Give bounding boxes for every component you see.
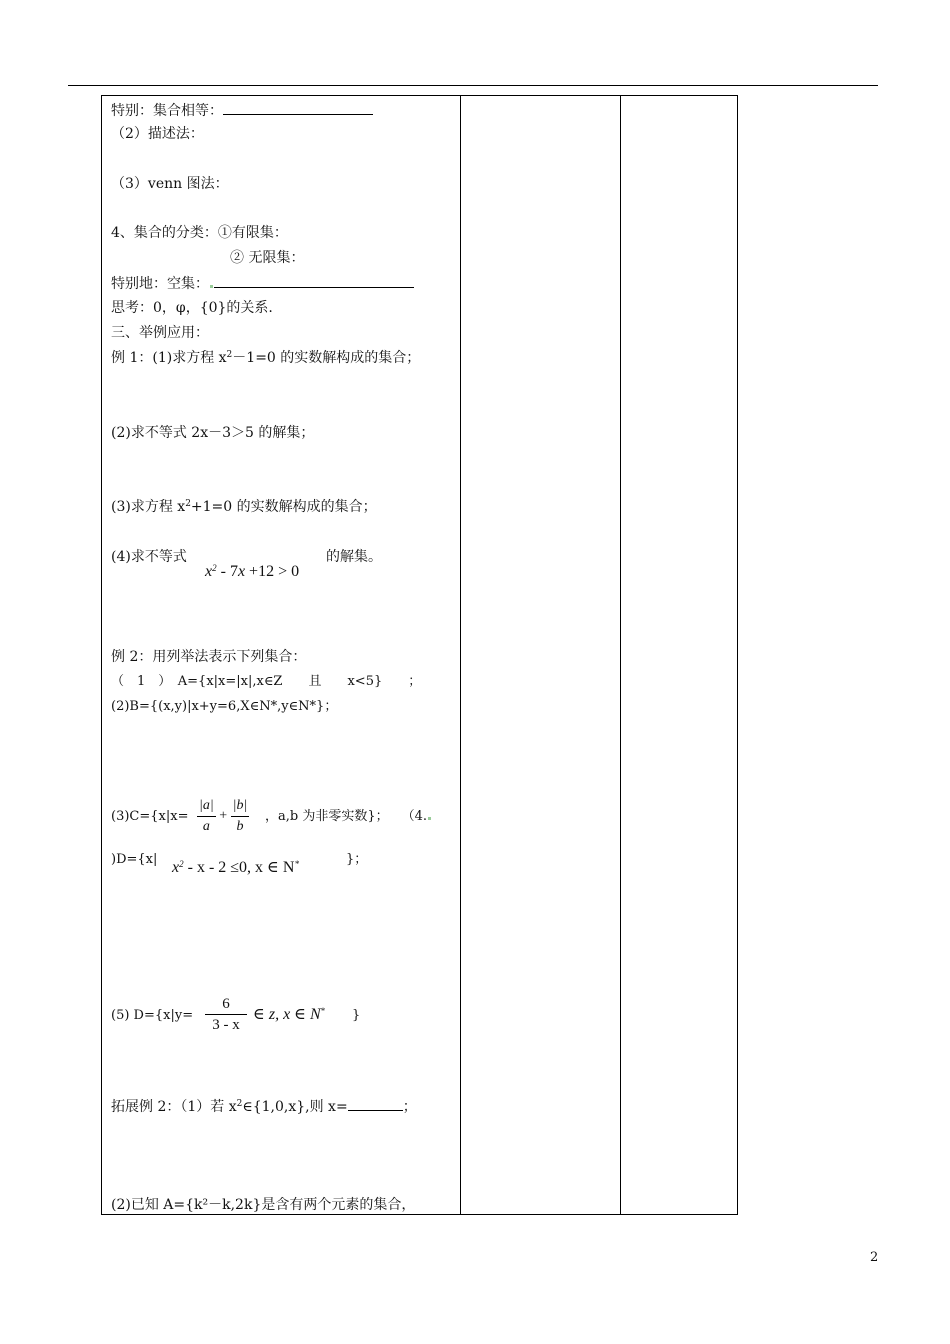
part-3-suffix-text: ，a,b 为非零实数}； （4. (265, 809, 428, 824)
d5-rest: ∈ z, x ∈ N (253, 1006, 321, 1023)
example-1-part-3-exponent: 2 (185, 499, 191, 509)
blank-answer-x (348, 1097, 403, 1111)
example-2-part-2: (2)B={(x,y)|x+y=6,X∈N*,y∈N*}； (111, 699, 338, 714)
example-2-part-1: （ 1 ） A={x|x=|x|,x∈Z 且 x<5} ； (111, 674, 422, 689)
d4-square: 2 (179, 859, 184, 869)
formula-end: +12 > 0 (245, 563, 300, 580)
blank-set-equality (223, 101, 373, 115)
formula-part: - 7 (216, 563, 238, 580)
green-dot-mark (210, 285, 213, 288)
d4-x: x (172, 859, 180, 876)
fraction-b-numerator: |b| (231, 796, 250, 817)
example-1-part-3 (111, 498, 377, 516)
example-1-part-4-label: (4)求不等式 (111, 549, 187, 565)
formula-x: x (205, 563, 213, 580)
set-equality-label: 特别：集合相等： (111, 103, 223, 119)
example-1-part-3-text-a: (3)求方程 x (111, 499, 186, 515)
ext-text-c: ； (402, 1099, 417, 1115)
fraction-a-numerator: |a| (197, 796, 216, 817)
example-2-part-3-text: (3)C={x|x= (111, 809, 189, 824)
example-1-part-4-suffix: 的解集。 (326, 549, 382, 565)
line-venn-method: （3）venn 图法： (111, 176, 229, 192)
d4-rest: - x - 2 ≤0, x ∈ N (183, 859, 295, 876)
blank-empty-set (214, 274, 414, 288)
example-1-exponent: 2 (226, 350, 233, 360)
section-heading-examples: 三、举例应用： (111, 325, 209, 341)
page-number: 2 (870, 1250, 879, 1265)
fraction-abs-a-over-a (197, 796, 249, 837)
d5-denominator: 3 - x (212, 1017, 240, 1033)
green-dot-mark (428, 817, 431, 820)
d5-numerator: 6 (205, 994, 247, 1015)
fraction-a-denominator: a (202, 819, 210, 834)
example-2-heading: 例 2：用列举法表示下列集合： (111, 649, 307, 665)
fraction-six-over-three-minus-x (205, 994, 247, 1035)
extension-example-part-2: (2)已知 A={k²－k,2k}是含有两个元素的集合， (111, 1197, 416, 1213)
example-1-text-a: 例 1：(1)求方程 x (111, 350, 227, 366)
header-rule (68, 85, 878, 86)
example-2-part-3-suffix (265, 808, 432, 826)
line-think: 思考：0，φ，{0}的关系. (111, 300, 273, 316)
set-membership-d5 (253, 1006, 325, 1024)
empty-set-label: 特别地：空集： (111, 276, 209, 292)
example-2-part-5-suffix: } (352, 1008, 361, 1023)
extension-example-part-1 (111, 1097, 417, 1116)
line-infinite-set: ② 无限集： (230, 250, 305, 266)
ext-text-b: ∈{1,0,x},则 x= (242, 1099, 348, 1115)
example-2-part-5-text: (5) D={x|y= (111, 1008, 194, 1023)
table-column-divider-1 (460, 95, 461, 1215)
formula-square: 2 (212, 563, 217, 573)
example-1-part-2: (2)求不等式 2x－3＞5 的解集； (111, 425, 315, 441)
line-set-equality (111, 101, 373, 120)
ext-exponent: 2 (236, 1099, 243, 1109)
plus-sign: + (219, 808, 228, 824)
ext-text-a: 拓展例 2：（1）若 x (111, 1099, 237, 1115)
example-2-part-4-suffix: }； (346, 852, 368, 867)
d4-star: * (294, 859, 299, 869)
line-set-classification: 4、集合的分类：①有限集： (111, 225, 288, 241)
example-1-text-b: －1=0 的实数解构成的集合； (232, 350, 421, 366)
fraction-b-denominator: b (236, 819, 244, 834)
example-2-part-4-text: )D={x| (111, 852, 158, 867)
line-description-method: （2）描述法： (111, 126, 204, 142)
example-1-part-3-text-b: +1=0 的实数解构成的集合； (190, 499, 377, 515)
line-empty-set (111, 274, 414, 293)
d5-star: * (320, 1006, 326, 1016)
formula-x2: x (237, 563, 246, 580)
inequality-d4 (172, 859, 299, 877)
example-1-part-1 (111, 349, 420, 367)
inequality-formula (205, 563, 299, 581)
table-column-divider-2 (620, 95, 621, 1215)
